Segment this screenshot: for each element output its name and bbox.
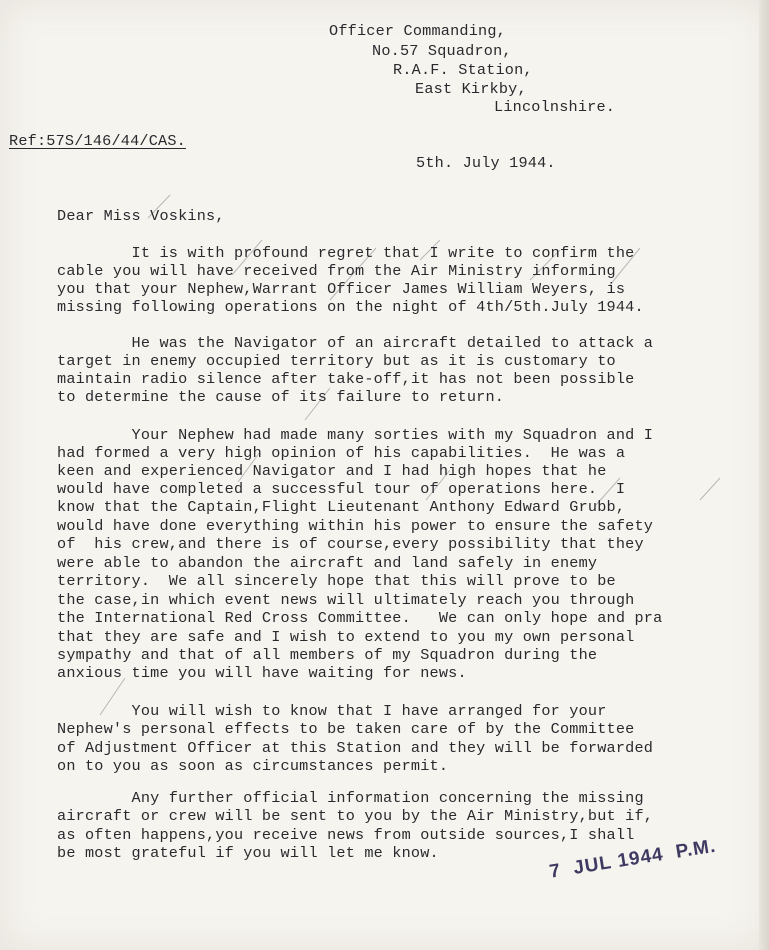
address-line-4: East Kirkby, — [415, 80, 527, 98]
paragraph-line: keen and experienced Navigator and I had high hopes that he — [57, 462, 607, 480]
paragraph-line: know that the Captain,Flight Lieutenant Anthony Edward Grubb, — [57, 498, 626, 516]
received-date-stamp: 7 JUL 1944 P.M. — [548, 835, 718, 883]
paragraph-line: You will wish to know that I have arranged for your — [57, 702, 607, 720]
paragraph-line: aircraft or crew will be sent to you by the Air Ministry,but if, — [57, 807, 654, 825]
paragraph-line: on to you as soon as circumstances permit. — [57, 757, 449, 775]
paragraph-line: anxious time you will have waiting for news. — [57, 664, 467, 682]
reference-number: Ref:57S/146/44/CAS. — [9, 132, 186, 150]
address-line-1: Officer Commanding, — [329, 22, 506, 40]
paragraph-line: cable you will have received from the Air Ministry informing — [57, 262, 616, 280]
paragraph-line: the International Red Cross Committee. We can only hope and pra — [57, 609, 663, 627]
paragraph-line: you that your Nephew,Warrant Officer James William Weyers, is — [57, 280, 626, 298]
paragraph-line: had formed a very high opinion of his capabilities. He was a — [57, 444, 626, 462]
address-line-2: No.57 Squadron, — [372, 42, 512, 60]
paragraph-line: He was the Navigator of an aircraft detailed to attack a — [57, 334, 654, 352]
paragraph-line: be most grateful if you will let me know. — [57, 844, 439, 862]
letter-date: 5th. July 1944. — [416, 154, 556, 172]
paragraph-line: the case,in which event news will ultimately reach you through — [57, 591, 635, 609]
paragraph-line: would have done everything within his power to ensure the safety — [57, 517, 654, 535]
paragraph-line: maintain radio silence after take-off,it has not been possible — [57, 370, 635, 388]
salutation: Dear Miss Voskins, — [57, 207, 225, 225]
paragraph-line: missing following operations on the night of 4th/5th.July 1944. — [57, 298, 644, 316]
address-line-5: Lincolnshire. — [494, 98, 616, 116]
paragraph-line: target in enemy occupied territory but as it is customary to — [57, 352, 616, 370]
address-line-3: R.A.F. Station, — [393, 61, 533, 79]
paragraph-line: It is with profound regret that I write to confirm the — [57, 244, 635, 262]
paragraph-line: of Adjustment Officer at this Station and they will be forwarded — [57, 739, 654, 757]
paragraph-line: were able to abandon the aircraft and land safely in enemy — [57, 554, 598, 572]
paragraph-line: territory. We all sincerely hope that this will prove to be — [57, 572, 616, 590]
paragraph-line: Nephew's personal effects to be taken care of by the Committee — [57, 720, 635, 738]
paragraph-line: sympathy and that of all members of my Squadron during the — [57, 646, 598, 664]
paragraph-line: would have completed a successful tour of operations here. I — [57, 480, 626, 498]
paragraph-line: Your Nephew had made many sorties with my Squadron and I — [57, 426, 654, 444]
paragraph-line: of his crew,and there is of course,every possibility that they — [57, 535, 644, 553]
paragraph-line: as often happens,you receive news from outside sources,I shall — [57, 826, 635, 844]
paragraph-line: Any further official information concerning the missing — [57, 789, 644, 807]
paragraph-line: to determine the cause of its failure to return. — [57, 388, 505, 406]
paragraph-line: that they are safe and I wish to extend to you my own personal — [57, 628, 635, 646]
